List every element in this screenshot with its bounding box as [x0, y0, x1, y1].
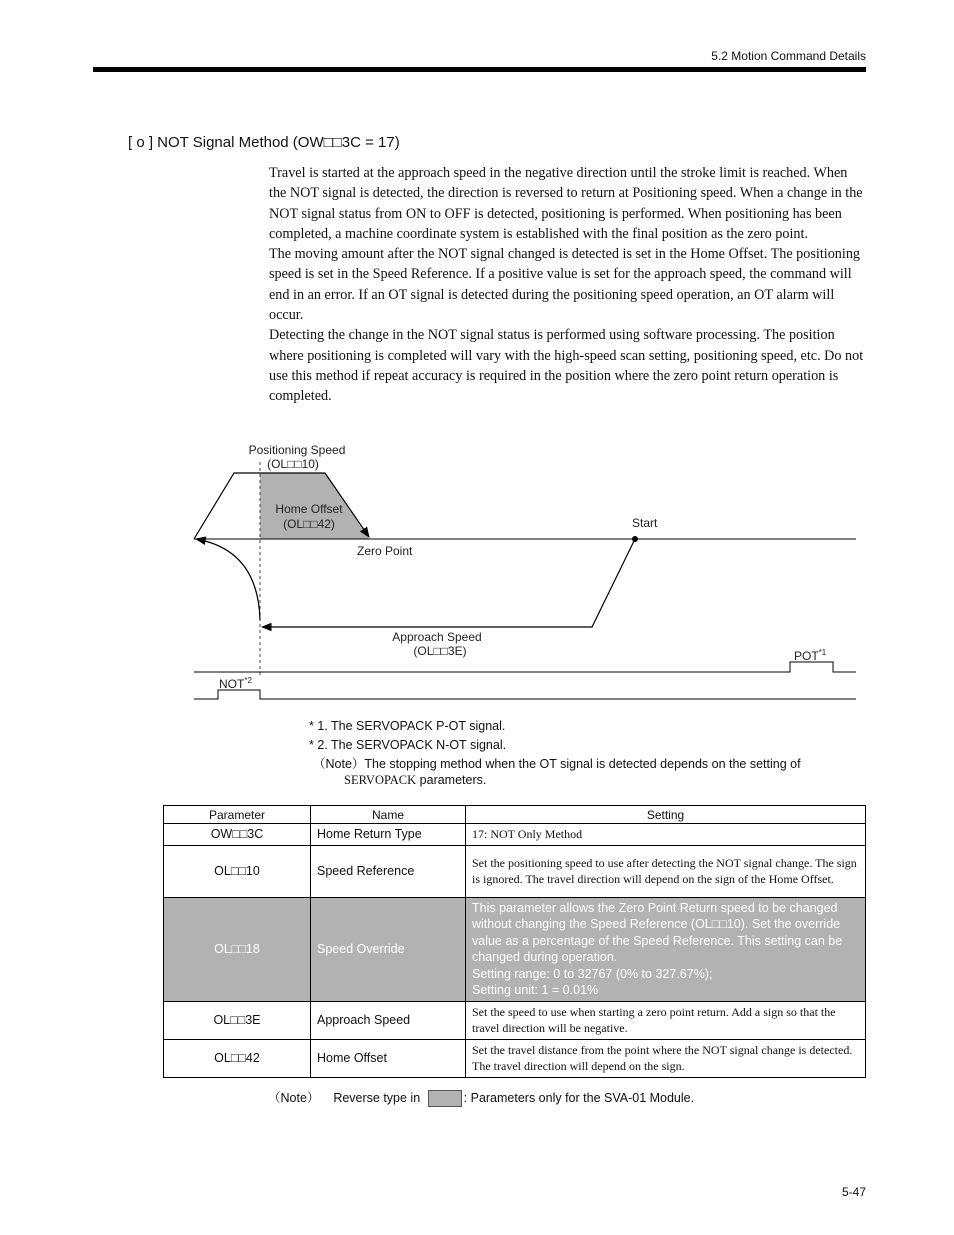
positioning-speed-reg-label: (OL□□10) — [267, 457, 319, 471]
zero-point-label: Zero Point — [357, 544, 413, 558]
setting-cell: Set the travel distance from the point where the NOT signal change is detected. The travel direction will depend on the sign. — [466, 1039, 866, 1077]
not-label: NOT$^{*2}$ — [219, 676, 252, 691]
timing-diagram — [0, 440, 954, 710]
not-signal-line — [194, 690, 856, 699]
legend-note — [268, 1088, 694, 1107]
table-row — [164, 824, 866, 846]
note-stopping: （Note）The stopping method when the OT signal is detected depends on the setting of — [313, 757, 801, 771]
header-name: Name — [311, 806, 466, 824]
paragraph: Travel is started at the approach speed in the negative direction until the stroke limit is reached. When the NOT signal is detected, the direction is reversed to return at Positioning speed. When a change in the NOT signal status from ON to OFF is detected, positioning is performed. When positioning has been completed, a machine coordinate system is established with the final position as the zero point. — [269, 165, 863, 242]
home-offset-label: Home Offset — [275, 502, 343, 516]
body-text — [269, 163, 867, 407]
param-cell: OL□□18 — [164, 897, 311, 1001]
setting-cell — [466, 897, 866, 1001]
footnote-1: * 1. The SERVOPACK P-OT signal. — [309, 719, 506, 733]
approach-speed-trace — [262, 539, 635, 627]
legend-text-after: : Parameters only for the SVA-01 Module. — [463, 1091, 695, 1105]
param-cell: OL□□3E — [164, 1001, 311, 1039]
table-row — [164, 1039, 866, 1077]
approach-speed-reg-label: (OL□□3E) — [413, 644, 467, 658]
start-point — [632, 536, 638, 542]
setting-cell: Set the speed to use when starting a zero point return. Add a sign so that the travel direction will be negative. — [466, 1001, 866, 1039]
header-parameter: Parameter — [164, 806, 311, 824]
parameter-table — [163, 805, 866, 1078]
table-row — [164, 845, 866, 897]
setting-line: Setting range: 0 to 32767 (0% to 327.67%); — [472, 966, 713, 981]
home-offset-reg-label: (OL□□42) — [283, 517, 335, 531]
table-row — [164, 897, 866, 1001]
approach-speed-label: Approach Speed — [392, 630, 482, 644]
param-cell: OL□□10 — [164, 845, 311, 897]
note-continuation: SERVOPACK parameters. — [344, 773, 487, 787]
setting-line: Setting unit: 1 = 0.01% — [472, 983, 599, 997]
param-cell: OW□□3C — [164, 824, 311, 846]
header-rule — [93, 67, 866, 72]
gray-swatch — [428, 1090, 462, 1107]
legend-text: Reverse type in — [333, 1091, 421, 1105]
legend-note-label: （Note） — [268, 1091, 320, 1105]
name-cell: Speed Override — [311, 897, 466, 1001]
paragraph: The moving amount after the NOT signal changed is detected is set in the Home Offset. The positioning speed is set in the Speed Reference. If a positive value is set for the approach speed, the command will end in an error. If an OT signal is detected during the positioning speed operation, an OT alarm will occur. — [269, 246, 861, 324]
pot-label: POT$^{*1}$ — [794, 648, 827, 663]
header-setting: Setting — [466, 806, 866, 824]
setting-cell: 17: NOT Only Method — [466, 824, 866, 846]
footnotes — [309, 717, 801, 790]
deceleration-curve — [196, 539, 260, 620]
footnote-2: * 2. The SERVOPACK N-OT signal. — [309, 738, 507, 752]
pot-signal-line — [194, 662, 856, 672]
table-row — [164, 1001, 866, 1039]
page-number: 5-47 — [841, 1185, 866, 1199]
positioning-speed-label: Positioning Speed — [248, 443, 346, 457]
start-label: Start — [632, 516, 658, 530]
paragraph: Detecting the change in the NOT signal status is performed using software processing. The position where positioning is completed will vary with the high-speed scan setting, positioning speed, etc. Do not use this method if repeat accuracy is required in the position where the zero point return operation is completed. — [269, 327, 864, 405]
running-header: 5.2 Motion Command Details — [711, 49, 866, 63]
name-cell: Approach Speed — [311, 1001, 466, 1039]
section-title: [ o ] NOT Signal Method (OW□□3C = 17) — [128, 134, 400, 151]
name-cell: Home Return Type — [311, 824, 466, 846]
setting-line: This parameter allows the Zero Point Return speed to be changed without changing the Speed Reference (OL□□10). Set the override value as a percentage of the Speed Reference. This setting can be changed during operation. — [472, 900, 843, 964]
setting-cell: Set the positioning speed to use after detecting the NOT signal change. The sign is ignored. The travel direction will depend on the sign of the Home Offset. — [466, 845, 866, 897]
name-cell: Speed Reference — [311, 845, 466, 897]
param-cell: OL□□42 — [164, 1039, 311, 1077]
name-cell: Home Offset — [311, 1039, 466, 1077]
